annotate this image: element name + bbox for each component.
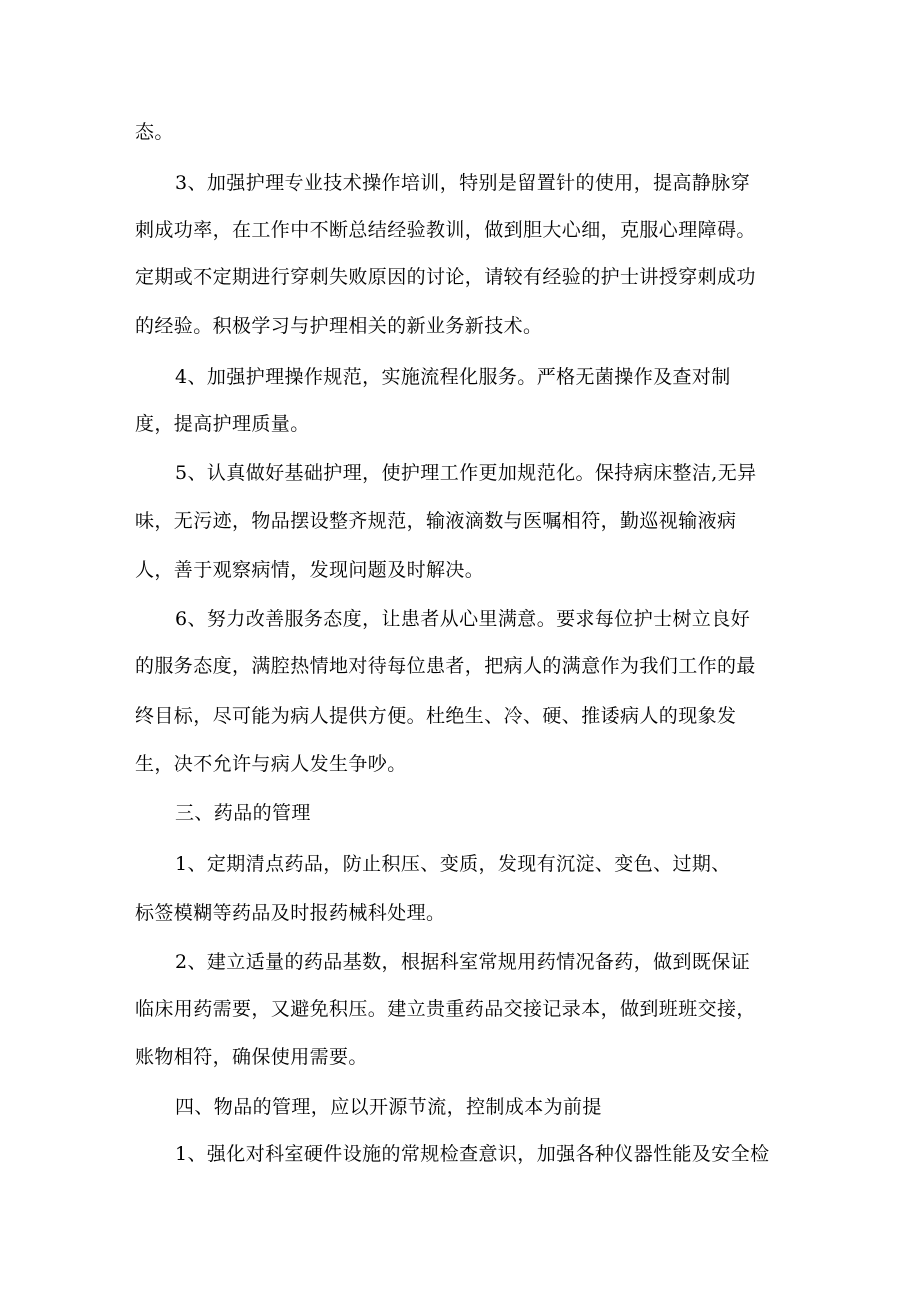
drug-item-2-line-1: 2、建立适量的药品基数，根据科室常规用药情况备药，做到既保证	[175, 951, 751, 973]
drug-item-1-line-2: 标签模糊等药品及时报药械科处理。	[135, 902, 446, 924]
paragraph-6-line-2: 的服务态度，满腔热情地对待每位患者，把病人的满意作为我们工作的最	[135, 655, 756, 677]
paragraph-6-line-3: 终目标，尽可能为病人提供方便。杜绝生、冷、硬、推诿病人的现象发	[135, 705, 737, 727]
section-heading-supplies-management: 四、物品的管理，应以开源节流，控制成本为前提	[175, 1096, 602, 1118]
drug-item-1-line-1: 1、定期清点药品，防止积压、变质，发现有沉淀、变色、过期、	[175, 853, 731, 875]
section-heading-drug-management: 三、药品的管理	[175, 802, 311, 824]
paragraph-4-line-1: 4、加强护理操作规范，实施流程化服务。严格无菌操作及查对制	[175, 366, 731, 388]
paragraph-3-line-2: 刺成功率，在工作中不断总结经验教训，做到胆大心细，克服心理障碍。	[135, 219, 756, 241]
paragraph-5-line-3: 人，善于观察病情，发现问题及时解决。	[135, 559, 485, 581]
paragraph-3-line-4: 的经验。积极学习与护理相关的新业务新技术。	[135, 315, 543, 337]
drug-item-2-line-2: 临床用药需要，又避免积压。建立贵重药品交接记录本，做到班班交接，	[135, 998, 756, 1020]
paragraph-6-line-1: 6、努力改善服务态度，让患者从心里满意。要求每位护士树立良好	[175, 608, 751, 630]
paragraph-3-line-3: 定期或不定期进行穿刺失败原因的讨论，请较有经验的护士讲授穿刺成功	[135, 266, 756, 288]
drug-item-2-line-3: 账物相符，确保使用需要。	[135, 1046, 368, 1068]
supplies-item-1-line-1: 1、强化对科室硬件设施的常规检查意识，加强各种仪器性能及安全检	[175, 1143, 770, 1165]
paragraph-6-line-4: 生，决不允许与病人发生争吵。	[135, 753, 407, 775]
paragraph-5-line-1: 5、认真做好基础护理，使护理工作更加规范化。保持病床整洁,无异	[175, 462, 757, 484]
paragraph-4-line-2: 度，提高护理质量。	[135, 413, 310, 435]
paragraph-3-line-1: 3、加强护理专业技术操作培训，特别是留置针的使用，提高静脉穿	[175, 172, 751, 194]
paragraph-5-line-2: 味，无污迹，物品摆设整齐规范，输液滴数与医嘱相符，勤巡视输液病	[135, 510, 737, 532]
text-line: 态。	[135, 121, 174, 143]
